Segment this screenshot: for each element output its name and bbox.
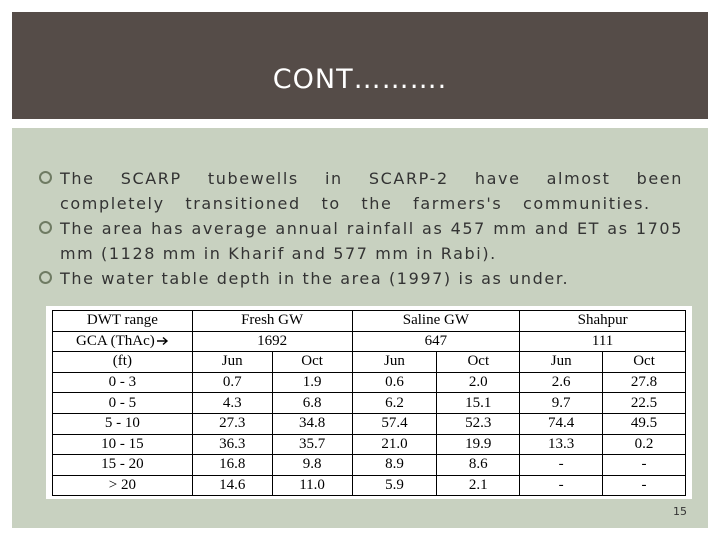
table-cell: 0.6 [352,372,437,393]
table-cell: 2.0 [437,372,520,393]
table-cell: 22.5 [603,393,686,414]
page-number: 15 [673,505,687,518]
header-cell: 111 [520,331,686,352]
table-cell: 52.3 [437,413,520,434]
table-cell: 16.8 [192,455,272,476]
table-cell: - [520,455,603,476]
table-header-row [53,352,686,373]
table-cell: 9.8 [272,455,352,476]
table-cell: 2.6 [520,372,603,393]
header-cell: Shahpur [520,311,686,332]
table-cell: 4.3 [192,393,272,414]
header-cell: 1692 [192,331,352,352]
table-cell: 27.3 [192,413,272,434]
bullet-item [35,216,683,266]
bullet-item [35,266,683,291]
table-cell: 34.8 [272,413,352,434]
right-arrow-icon [157,336,169,346]
table-cell: 15.1 [437,393,520,414]
table-cell: 5 - 10 [53,413,193,434]
table-cell: 9.7 [520,393,603,414]
table-cell: 0.2 [603,434,686,455]
table-cell: > 20 [53,475,193,496]
header-cell: 647 [352,331,520,352]
header-cell: Jun [352,352,437,373]
header-cell: Jun [520,352,603,373]
header-cell: Fresh GW [192,311,352,332]
bullet-text: The water table depth in the area (1997) is as under. [60,269,570,288]
header-cell: Saline GW [352,311,520,332]
table-cell: 11.0 [272,475,352,496]
table-cell: 0 - 3 [53,372,193,393]
table-cell: 57.4 [352,413,437,434]
bullet-ring-icon [39,171,52,184]
header-cell: DWT range [53,311,193,332]
table-cell: 8.6 [437,455,520,476]
table-cell: 10 - 15 [53,434,193,455]
bullet-ring-icon [39,221,52,234]
header-cell [53,331,193,352]
table-cell: 6.2 [352,393,437,414]
table-cell: - [520,475,603,496]
table-cell: 19.9 [437,434,520,455]
header-cell: Oct [437,352,520,373]
header-cell: Oct [272,352,352,373]
header-cell: (ft) [53,352,193,373]
table-cell: 13.3 [520,434,603,455]
table-cell: 35.7 [272,434,352,455]
title-bar [12,12,708,119]
table-body [53,372,686,496]
table-cell: 15 - 20 [53,455,193,476]
table-cell: 1.9 [272,372,352,393]
table-cell: 21.0 [352,434,437,455]
table-cell: 74.4 [520,413,603,434]
table-cell: 8.9 [352,455,437,476]
table-cell: 6.8 [272,393,352,414]
table-cell: - [603,475,686,496]
bullet-item [35,166,683,216]
table-header-row [53,311,686,332]
table-row [53,413,686,434]
header-cell: Oct [603,352,686,373]
dwt-table [52,310,686,496]
bullet-text: The SCARP tubewells in SCARP-2 have almost been completely transitioned to the farmers's communities. [60,169,683,213]
bullet-text: The area has average annual rainfall as 457 mm and ET as 1705 mm (1128 mm in Kharif and 577 mm in Rabi). [60,219,683,263]
slide-title: CONT………. [272,64,448,95]
table-row [53,455,686,476]
table-cell: 0.7 [192,372,272,393]
table-cell: 36.3 [192,434,272,455]
table-row [53,372,686,393]
table-cell: 49.5 [603,413,686,434]
table-cell: 14.6 [192,475,272,496]
table-row [53,475,686,496]
table-row [53,393,686,414]
table-cell: 5.9 [352,475,437,496]
gca-label: GCA (ThAc) [76,332,155,349]
table-cell: 0 - 5 [53,393,193,414]
dwt-table-image [46,306,692,499]
header-cell: Jun [192,352,272,373]
table-row [53,434,686,455]
table-cell: 27.8 [603,372,686,393]
bullet-list [35,166,683,291]
table-header-row [53,331,686,352]
bullet-ring-icon [39,271,52,284]
table-cell: - [603,455,686,476]
table-cell: 2.1 [437,475,520,496]
